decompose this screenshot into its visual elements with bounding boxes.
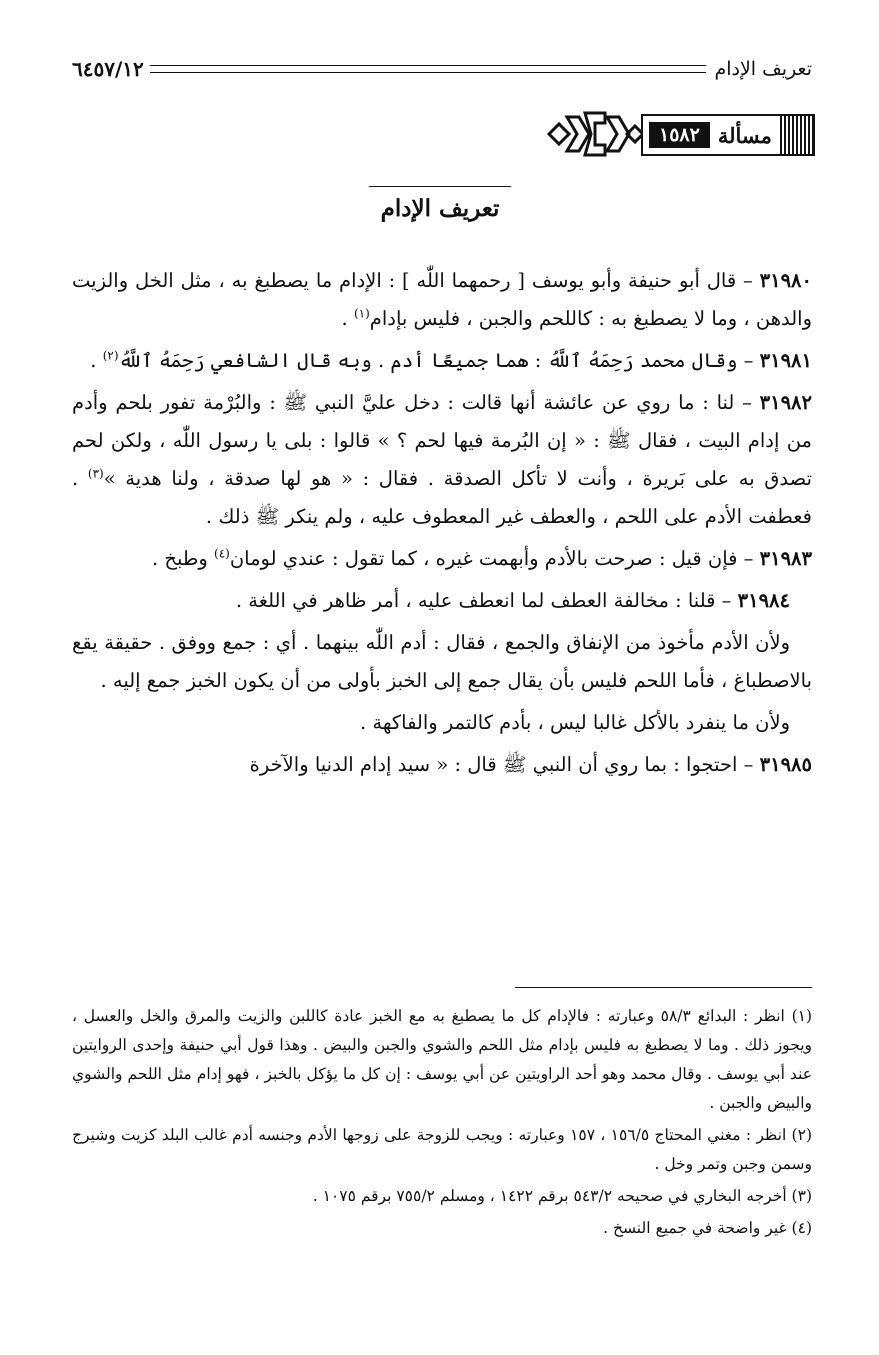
- paragraph: [72, 262, 812, 338]
- paragraph-text: ولأن الأدم مأخوذ من الإنفاق والجمع ، فقال : أدم اللّٰه بينهما . أي : جمع ووفق . حقيقة يقع بالاصطباغ ، فأما اللحم فليس بأن يقال جمع إلى الخبز بأولى من أن يكون الخبز جمع إليه .: [72, 631, 812, 692]
- header-title: تعريف الإدام: [714, 58, 812, 80]
- footnotes: [72, 1002, 812, 1246]
- masala-banner: [545, 107, 813, 161]
- footnote-marker: (١): [353, 306, 370, 321]
- footnote-marker: (٢): [102, 348, 119, 363]
- paragraph-tail: وطبخ .: [151, 547, 214, 570]
- paragraph: [72, 342, 812, 380]
- decorative-bars: [780, 116, 813, 154]
- ornament-icon: [545, 109, 645, 159]
- paragraph-text: – لنا : ما روي عن عائشة أنها قالت : دخل عليَّ النبي ﷺ : والبُرْمة تفور بلحم وأدم من إدام البيت ، فقال ﷺ : « إن البُرمة فيها لحم ؟ » قالوا : بلى يا رسول اللّٰه ، ولكن لحم تصدق به على بَريرة ، وأنت لا تأكل الصدقة . فقال : « هو لها صدقة ، ولنا هدية »: [72, 391, 812, 490]
- footnote-marker: (٤): [214, 546, 230, 561]
- header-rule: [150, 65, 707, 73]
- masala-label: مسألة: [717, 122, 772, 148]
- paragraph: [72, 746, 812, 784]
- footnote: (٢) انظر : مغني المحتاج ١٥٦/٥ ، ١٥٧ وعبارته : ويجب للزوجة على زوجها الأدم وجنسه أدم غالب البلد كزيت وشيرج وسمن وجبن وتمر وخل .: [72, 1126, 812, 1173]
- paragraph: [72, 704, 812, 742]
- paragraph-number: ٣١٩٨٢: [759, 391, 812, 414]
- footnote: (٣) أخرجه البخاري في صحيحه ٥٤٣/٢ برقم ١٤٢٢ ، ومسلم ٧٥٥/٢ برقم ١٠٧٥ .: [312, 1187, 812, 1205]
- masala-box: [641, 114, 815, 156]
- paragraph-number: ٣١٩٨٥: [759, 753, 812, 776]
- paragraph-text: – فإن قيل : صرحت بالأدم وأبهمت غيره ، كما تقول : عندي لومان: [229, 547, 760, 570]
- footnote: (٤) غير واضحة في جميع النسخ .: [603, 1219, 812, 1237]
- paragraph-number: ٣١٩٨٠: [759, 269, 812, 292]
- paragraph-text: – احتجوا : بما روي أن النبي ﷺ قال : « سيد إدام الدنيا والآخرة: [249, 753, 760, 776]
- paragraph-tail: . فعطفت الأدم على اللحم ، والعطف غير المعطوف عليه ، ولم ينكر ﷺ ذلك .: [72, 467, 812, 528]
- header-reference: ٦٤٥٧/١٢: [72, 57, 144, 81]
- paragraph-text: ولأن ما ينفرد بالأكل غالبا ليس ، بأدم كالتمر والفاكهة .: [360, 711, 790, 734]
- paragraph: [72, 582, 812, 620]
- paragraph-text: – قلنا : مخالفة العطف لما انعطف عليه ، أمر ظاهر في اللغة .: [235, 589, 738, 612]
- paragraph-text: – قال أبو حنيفة وأبو يوسف [ رحمهما اللّٰه ] : الإدام ما يصطبغ به ، مثل الخل والزيت والدهن ، وما لا يصطبغ به : كاللحم والجبن ، فليس بإدام: [72, 269, 812, 330]
- masala-number: ١٥٨٢: [649, 122, 710, 148]
- paragraph-tail: .: [90, 349, 103, 372]
- paragraph-text: – وقال محمد رَحِمَهُ ٱللَّهُ : هما جميعًا أدم . وبه قال الشافعي رَحِمَهُ ٱللَّهُ: [118, 349, 760, 372]
- paragraph: [72, 384, 812, 536]
- paragraph: [72, 624, 812, 700]
- paragraph-number: ٣١٩٨٣: [759, 547, 812, 570]
- paragraph-number: ٣١٩٨٤: [737, 589, 790, 612]
- paragraph-number: ٣١٩٨١: [759, 349, 812, 372]
- footnote: (١) انظر : البدائع ٥٨/٣ وعبارته : فالإدام كل ما يصطبغ به مع الخبز عادة كاللبن والزيت والمرق والخل والعسل ، ويجوز ذلك . وما لا يصطبغ به فليس بإدام مثل اللحم والشوي والجبن والبيض . وهذا قول أبي حنيفة وإحدى الروايتين عند أبي يوسف . وقال محمد وهو أحد الراويتين عن أبي يوسف : إن كل ما يؤكل بالخبز ، فهو إدام مثل اللحم والشوي والبيض والجبن .: [72, 1007, 813, 1112]
- footnote-separator: [515, 987, 812, 988]
- running-header: [72, 52, 812, 86]
- main-text: [72, 262, 812, 788]
- footnote-marker: (٣): [87, 466, 104, 481]
- section-title: تعريف الإدام: [369, 186, 511, 222]
- paragraph-tail: .: [341, 307, 354, 330]
- paragraph: [72, 540, 812, 578]
